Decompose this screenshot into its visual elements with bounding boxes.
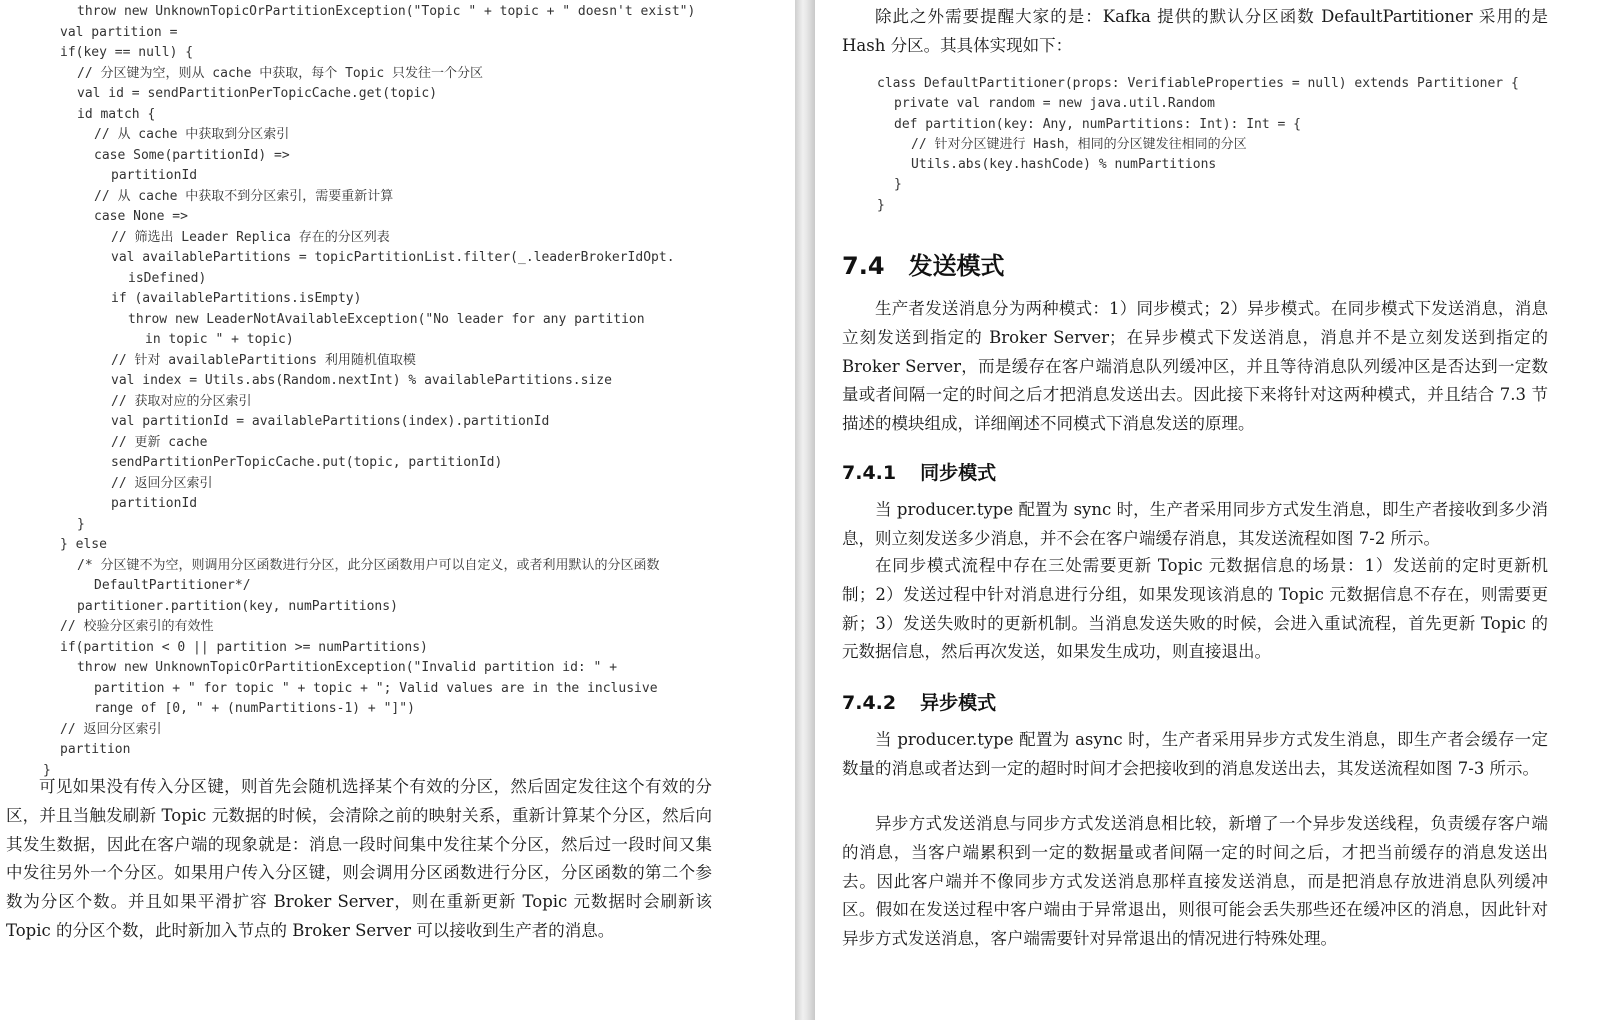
code-line: DefaultPartitioner*/: [94, 578, 251, 593]
code-line: isDefined): [128, 270, 207, 286]
code-line: val partitionId = availablePartitions(index).partitionId: [111, 414, 550, 429]
section-number: 7.4: [842, 252, 885, 280]
code-line: // 校验分区索引的有效性: [60, 619, 214, 634]
code-line: partition + " for topic " + topic + "; Valid values are in the inclusive: [94, 680, 658, 696]
code-line: partitioner.partition(key, numPartitions): [77, 598, 398, 614]
body-paragraph-partition-summary: 可见如果没有传入分区键，则首先会随机选择某个有效的分区，然后固定发往这个有效的分区，并且当触发刷新 Topic 元数据的时候，会清除之前的映射关系，重新计算某个分区，然后向其发生数据，因此在客户端的现象就是：消息一段时间集中发往某个分区，然后过一段时间又集中发往另外一个分区。如果用户传入分区键，则会调用分区函数进行分区，分区函数的第二个参数为分区个数。并且如果平滑扩容 Broker Server，则在重新更新 Topic 元数据时会刷新该 Topic 的分区个数，此时新加入节点的 Broker Server 可以接收到生产者的消息。: [6, 777, 712, 940]
subsection-number: 7.4.1: [842, 462, 897, 484]
code-line: Utils.abs(key.hashCode) % numPartitions: [911, 157, 1217, 173]
code-line: /* 分区键不为空，则调用分区函数进行分区，此分区函数用户可以自定义，或者利用默认的分区函数: [77, 557, 660, 573]
body-paragraph-sync-metadata: 在同步模式流程中存在三处需要更新 Topic 元数据信息的场景：1）发送前的定时更新机制；2）发送过程中针对消息进行分组，如果发现该消息的 Topic 元数据信息不存在，则需要更新；3）发送失败时的更新机制。当消息发送失败的时候，会进入重试流程，首先更新 Topic 的元数据信息，然后再次发送，如果发生成功，则直接退出。: [842, 556, 1548, 662]
code-line: partitionId: [111, 168, 198, 183]
code-line: throw new UnknownTopicOrPartitionException("Topic " + topic + " doesn't exist"): [77, 4, 696, 19]
body-paragraph-async-detail: 异步方式发送消息与同步方式发送消息相比较，新增了一个异步发送线程，负责缓存客户端的消息，当客户端累积到一定的数据量或者间隔一定的时间之后，才把当前缓存的消息发送出去。因此客户端并不像同步方式发送消息那样直接发送消息，而是把消息存放进消息队列缓冲区。假如在发送过程中客户端由于异常退出，则很可能会丢失那些还在缓冲区的消息，因此针对异步方式发送消息，客户端需要针对异常退出的情况进行特殊处理。: [842, 814, 1548, 949]
code-listing-partition-logic: [43, 2, 696, 781]
body-paragraph-send-modes: 生产者发送消息分为两种模式：1）同步模式；2）异步模式。在同步模式下发送消息，消息立刻发送到指定的 Broker Server；在异步模式下发送消息，消息并不是立刻发送到指定的 Broker Server，而是缓存在客户端消息队列缓冲区，并且等待消息队列缓冲区是否达到一定数量或者间隔一定的时间之后才把消息发送出去。因此接下来将针对这两种模式，并且结合 7.3 节描述的模块组成，详细阐述不同模式下消息发送的原理。: [842, 299, 1548, 434]
code-line: // 筛选出 Leader Replica 存在的分区列表: [111, 229, 390, 245]
code-line: def partition(key: Any, numPartitions: Int): Int = {: [894, 116, 1301, 132]
code-line: sendPartitionPerTopicCache.put(topic, partitionId): [111, 455, 503, 470]
code-line: // 分区键为空，则从 cache 中获取，每个 Topic 只发往一个分区: [77, 65, 484, 81]
body-paragraph-sync-intro: 当 producer.type 配置为 sync 时，生产者采用同步方式发生消息，即生产者接收到多少消息，则立刻发送多少消息，并不会在客户端缓存消息，其发送流程如图 7-2 所示。: [842, 500, 1548, 548]
code-line: private val random = new java.util.Random: [894, 96, 1215, 112]
code-line: range of [0, " + (numPartitions-1) + "]"): [94, 701, 415, 716]
body-paragraph-default-partitioner-intro: 除此之外需要提醒大家的是：Kafka 提供的默认分区函数 DefaultPartitioner 采用的是 Hash 分区。其具体实现如下：: [842, 7, 1548, 55]
code-line: if (availablePartitions.isEmpty): [111, 291, 362, 306]
code-line: // 返回分区索引: [60, 721, 162, 737]
code-line: val partition =: [60, 24, 178, 40]
code-line: }: [877, 197, 885, 213]
code-line: throw new UnknownTopicOrPartitionException("Invalid partition id: " +: [77, 660, 618, 675]
code-line: case Some(partitionId) =>: [94, 147, 290, 163]
code-line: // 针对 availablePartitions 利用随机值取模: [111, 352, 416, 368]
code-line: partition: [60, 742, 131, 757]
code-line: val index = Utils.abs(Random.nextInt) % availablePartitions.size: [111, 373, 612, 388]
subsection-title: 同步模式: [920, 462, 997, 484]
code-line: // 从 cache 中获取不到分区索引，需要重新计算: [94, 188, 394, 204]
code-line: }: [43, 762, 51, 778]
body-paragraph-async-intro: 当 producer.type 配置为 async 时，生产者采用异步方式发生消息，即生产者会缓存一定数量的消息或者达到一定的超时时间才会把接收到的消息发送出去，其发送流程如图 7-3 所示。: [842, 730, 1548, 778]
subsection-number: 7.4.2: [842, 692, 897, 714]
code-line: } else: [60, 537, 107, 552]
code-line: // 从 cache 中获取到分区索引: [94, 127, 290, 142]
subsection-title: 异步模式: [920, 692, 997, 714]
code-listing-default-partitioner: [877, 74, 1519, 216]
section-heading: [842, 246, 1005, 281]
code-line: if(key == null) {: [60, 45, 194, 60]
code-line: // 针对分区键进行 Hash，相同的分区键发往相同的分区: [911, 136, 1247, 152]
code-line: // 获取对应的分区索引: [111, 393, 252, 409]
section-title: 发送模式: [908, 252, 1005, 280]
code-line: id match {: [77, 106, 156, 122]
code-line: val availablePartitions = topicPartitionList.filter(_.leaderBrokerIdOpt.: [111, 250, 675, 265]
code-line: // 更新 cache: [111, 434, 208, 450]
code-line: partitionId: [111, 496, 198, 511]
code-line: val id = sendPartitionPerTopicCache.get(topic): [77, 86, 438, 101]
code-line: throw new LeaderNotAvailableException("No leader for any partition: [128, 311, 645, 327]
code-line: if(partition < 0 || partition >= numPartitions): [60, 639, 428, 655]
code-line: }: [77, 516, 85, 532]
code-line: case None =>: [94, 209, 188, 224]
code-line: class DefaultPartitioner(props: VerifiableProperties = null) extends Partitioner {: [877, 76, 1519, 91]
page-gutter: [795, 0, 815, 1020]
subsection-heading-sync: [842, 458, 996, 485]
code-line: // 返回分区索引: [111, 475, 213, 491]
subsection-heading-async: [842, 688, 996, 715]
code-line: }: [894, 177, 902, 193]
code-line: in topic " + topic): [145, 332, 294, 347]
